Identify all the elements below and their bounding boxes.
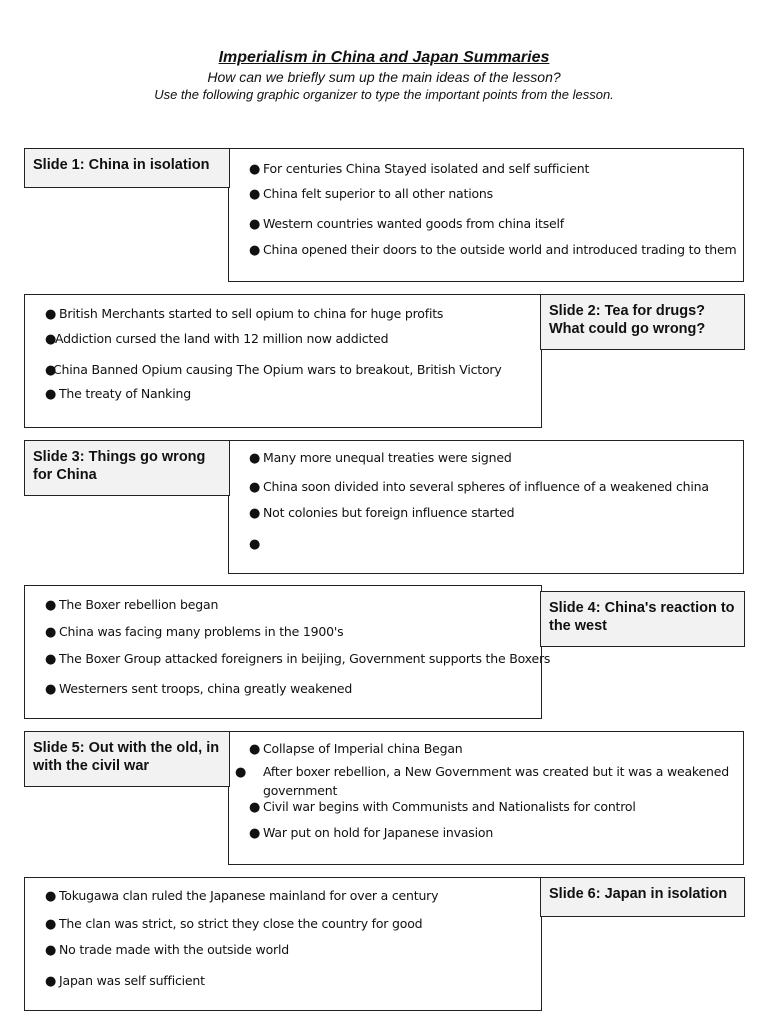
bullet-icon: ● bbox=[45, 307, 57, 322]
bullet-icon: ● bbox=[249, 800, 261, 815]
bullet-item: ●Addiction cursed the land with 12 million now addicted bbox=[45, 331, 389, 347]
bullet-item: ● China opened their doors to the outside world and introduced trading to them bbox=[249, 242, 737, 258]
slide-2-notes-box[interactable] bbox=[24, 294, 542, 428]
bullet-icon: ● bbox=[45, 682, 57, 697]
bullet-item: ● The treaty of Nanking bbox=[45, 386, 191, 402]
bullet-item: ● British Merchants started to sell opium to china for huge profits bbox=[45, 306, 444, 322]
slide-5-label: Slide 5: Out with the old, in with the civil war bbox=[24, 731, 230, 787]
bullet-item: ● China felt superior to all other nations bbox=[249, 186, 493, 202]
bullet-icon: ● bbox=[235, 765, 247, 780]
bullet-icon: ● bbox=[45, 943, 57, 958]
bullet-icon: ● bbox=[45, 625, 57, 640]
slide-1-notes-box[interactable] bbox=[228, 148, 744, 282]
bullet-icon: ● bbox=[45, 332, 57, 347]
slide-3-notes-box[interactable] bbox=[228, 440, 744, 574]
document-header bbox=[0, 48, 768, 104]
bullet-item: ● China was facing many problems in the 1900's bbox=[45, 624, 344, 640]
bullet-item: ● War put on hold for Japanese invasion bbox=[249, 825, 494, 841]
bullet-icon: ● bbox=[249, 537, 261, 552]
slide-6-notes-box[interactable] bbox=[24, 877, 542, 1011]
bullet-item: ● No trade made with the outside world bbox=[45, 942, 289, 958]
slide-4-label: Slide 4: China's reaction to the west bbox=[540, 591, 745, 647]
bullet-item: ● Collapse of Imperial china Began bbox=[249, 741, 463, 757]
bullet-item: ● Japan was self sufficient bbox=[45, 973, 205, 989]
slide-5-notes-box[interactable] bbox=[228, 731, 744, 865]
bullet-item: ● China soon divided into several spheres of influence of a weakened china bbox=[249, 479, 709, 495]
bullet-icon: ● bbox=[45, 363, 57, 378]
document-subtitle: How can we briefly sum up the main ideas of the lesson? bbox=[207, 69, 561, 85]
bullet-icon: ● bbox=[45, 889, 57, 904]
bullet-icon: ● bbox=[249, 742, 261, 757]
bullet-icon: ● bbox=[249, 243, 261, 258]
bullet-item bbox=[249, 535, 263, 554]
document-title: Imperialism in China and Japan Summaries bbox=[218, 49, 550, 66]
bullet-icon: ● bbox=[45, 387, 57, 402]
bullet-icon: ● bbox=[45, 598, 57, 613]
bullet-icon: ● bbox=[249, 162, 261, 177]
bullet-item: ● Tokugawa clan ruled the Japanese mainland for over a century bbox=[45, 888, 439, 904]
bullet-item: ● Not colonies but foreign influence started bbox=[249, 505, 515, 521]
bullet-item: ● The clan was strict, so strict they close the country for good bbox=[45, 916, 423, 932]
bullet-item: ● Western countries wanted goods from china itself bbox=[249, 216, 564, 232]
slide-4-notes-box[interactable] bbox=[24, 585, 551, 719]
slide-3-label: Slide 3: Things go wrong for China bbox=[24, 440, 230, 496]
bullet-item: ● Westerners sent troops, china greatly weakened bbox=[45, 681, 353, 697]
bullet-icon: ● bbox=[45, 917, 57, 932]
bullet-icon: ● bbox=[249, 506, 261, 521]
bullet-icon: ● bbox=[249, 217, 261, 232]
bullet-item: ● For centuries China Stayed isolated and self sufficient bbox=[249, 161, 590, 177]
slide-2-label: Slide 2: Tea for drugs? What could go wrong? bbox=[540, 294, 745, 350]
bullet-icon: ● bbox=[249, 480, 261, 495]
bullet-icon: ● bbox=[45, 652, 57, 667]
bullet-item: ●China Banned Opium causing The Opium wars to breakout, British Victory bbox=[45, 362, 502, 378]
bullet-icon: ● bbox=[249, 187, 261, 202]
document-instructions: Use the following graphic organizer to type the important points from the lesson. bbox=[154, 87, 614, 102]
bullet-item: ● After boxer rebellion, a New Government was created but it was a weakened government bbox=[235, 764, 729, 798]
bullet-icon: ● bbox=[249, 451, 261, 466]
slide-1-label: Slide 1: China in isolation bbox=[24, 148, 230, 188]
bullet-icon: ● bbox=[249, 826, 261, 841]
bullet-icon: ● bbox=[45, 974, 57, 989]
bullet-item: ● The Boxer Group attacked foreigners in beijing, Government supports the Boxers bbox=[45, 651, 551, 667]
slide-6-label: Slide 6: Japan in isolation bbox=[540, 877, 745, 917]
bullet-item: ● Many more unequal treaties were signed bbox=[249, 450, 512, 466]
bullet-item: ● The Boxer rebellion began bbox=[45, 597, 219, 613]
bullet-item: ● Civil war begins with Communists and Nationalists for control bbox=[249, 799, 636, 815]
